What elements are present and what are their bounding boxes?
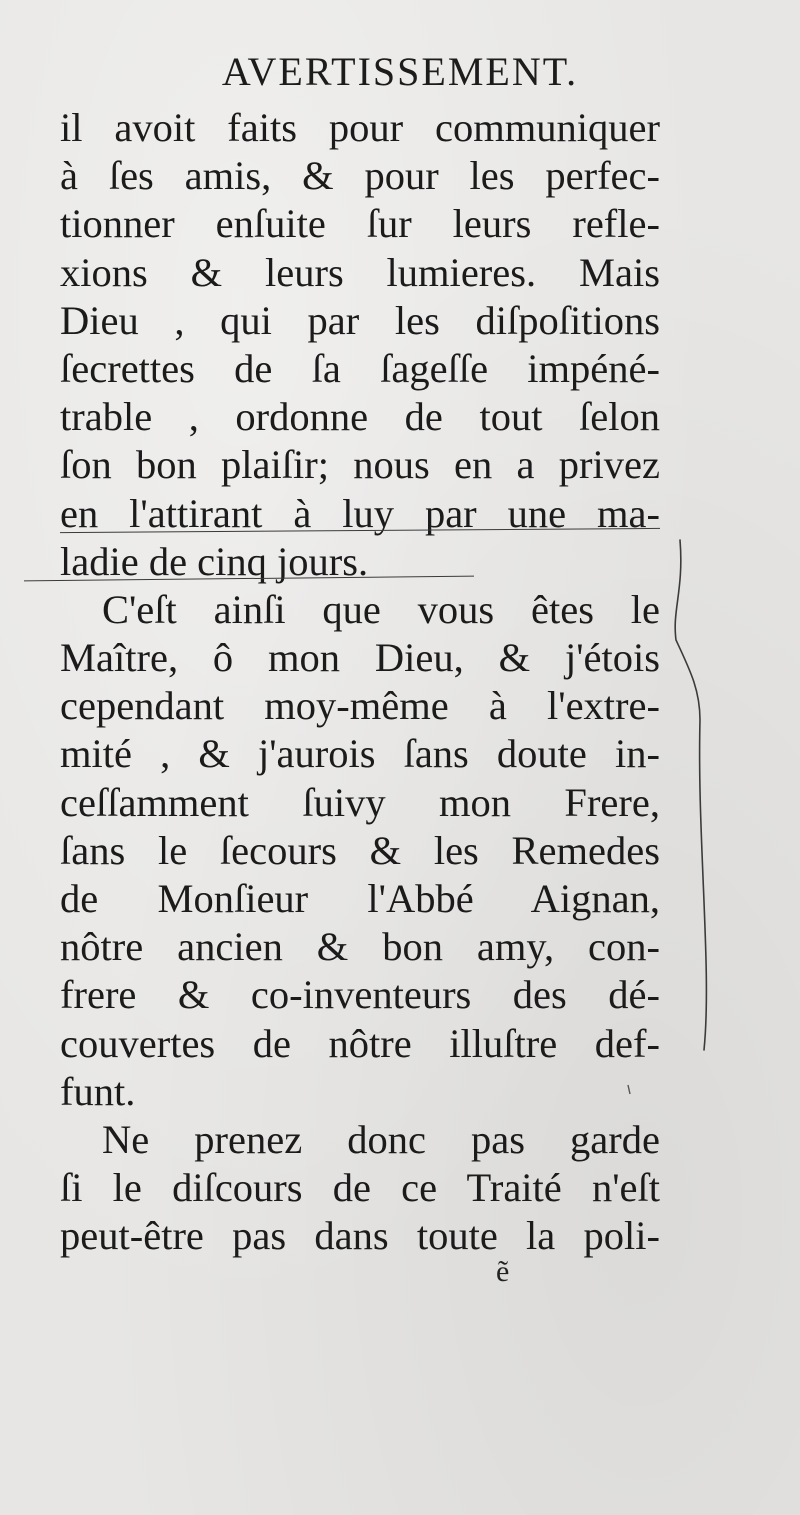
text-line: peut-être pas dans toute la poli- (60, 1213, 660, 1259)
text-line: il avoit faits pour communiquer (60, 105, 660, 150)
text-line: ſecrettes de ſa ſageſſe impéné- (60, 345, 660, 391)
text-line: ceſſamment ſuivy mon Frere, (60, 779, 660, 825)
text-line: xions & leurs lumieres. Mais (60, 249, 660, 295)
text-line: funt. (60, 1068, 136, 1114)
text-line: trable , ordonne de tout ſelon (60, 394, 660, 440)
text-line: frere & co-inventeurs des dé- (60, 972, 660, 1018)
text-line: Dieu , qui par les diſpoſitions (60, 297, 660, 343)
text-line: en l'attirant à luy par une ma- (60, 490, 660, 536)
text-line: Ne prenez donc pas garde (102, 1116, 660, 1162)
text-line: ſi le diſcours de ce Traité n'eſt (60, 1165, 660, 1211)
text-line: Maître, ô mon Dieu, & j'étois (60, 635, 660, 681)
text-line: C'eſt ainſi que vous êtes le (102, 586, 660, 632)
text-line: de Monſieur l'Abbé Aignan, (60, 876, 660, 921)
text-line: mité , & j'aurois ſans doute in- (60, 731, 660, 777)
text-line: ſans le ſecours & les Remedes (60, 827, 660, 873)
text-line: couvertes de nôtre illuſtre def- (60, 1020, 660, 1066)
text-line: cependant moy-même à l'extre- (60, 683, 660, 729)
text-line: à ſes amis, & pour les perfec- (60, 153, 660, 199)
text-line: tionner enſuite ſur leurs refle- (60, 201, 660, 247)
text-line: nôtre ancien & bon amy, con- (60, 924, 660, 970)
running-head: AVERTISSEMENT. (221, 49, 579, 94)
signature-mark: ẽ (496, 1255, 510, 1288)
text-line: ſon bon plaiſir; nous en a privez (60, 442, 660, 488)
text-line: ladie de cinq jours. (60, 538, 369, 584)
